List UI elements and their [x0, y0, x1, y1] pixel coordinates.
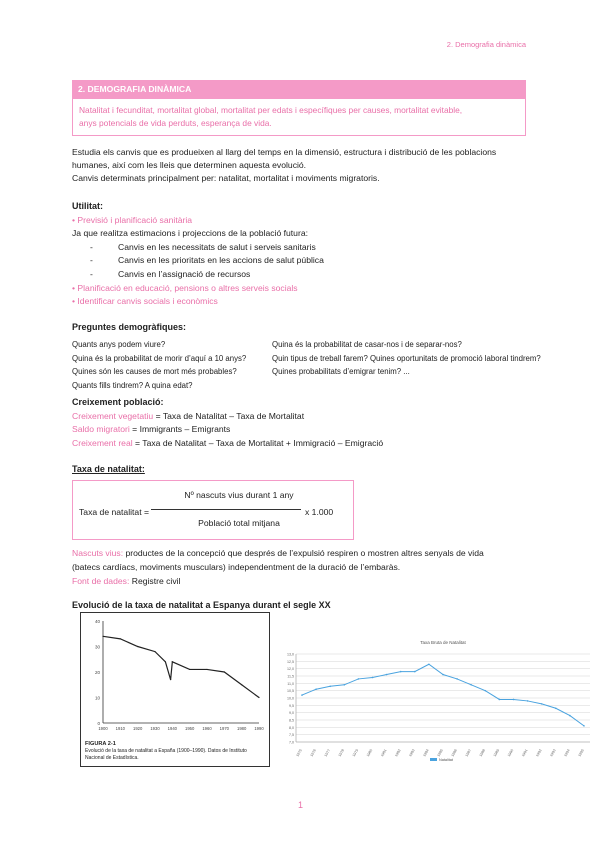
data-point [386, 674, 388, 676]
data-point [137, 646, 138, 647]
x-tick-label: 1980 [365, 748, 374, 758]
y-tick-label: 0 [97, 721, 100, 726]
x-tick-label: 1940 [167, 726, 177, 731]
data-point [541, 703, 543, 705]
y-tick-label: 10 [94, 695, 100, 701]
utilitat-bullet-3: • Identificar canvis socials i econòmics [72, 296, 218, 307]
chart-right-svg [282, 638, 594, 766]
utilitat-dash-1: - Canvis en les necessitats de salut i serveis sanitaris [72, 241, 528, 255]
x-tick-label: 1990 [506, 748, 515, 758]
data-point [258, 697, 259, 698]
x-tick-label: 1984 [422, 748, 430, 758]
x-tick-label: 1976 [309, 748, 317, 758]
font-dades-line: Font de dades: Registre civil [72, 576, 181, 586]
intro-line-3: Canvis determinats principalment per: natalitat, mortalitat i moviments migratoris. [72, 173, 380, 183]
pregunta-left-4: Quants fills tindrem? A quina edat? [72, 380, 193, 390]
y-tick-label: 10,0 [287, 696, 294, 701]
data-point [442, 674, 444, 676]
y-tick-label: 40 [94, 619, 100, 624]
figure-caption-label: FIGURA 2-1 [85, 741, 116, 747]
data-point [189, 669, 190, 670]
formula-denominator: Població total mitjana [198, 518, 280, 528]
x-tick-label: 1910 [115, 726, 125, 731]
subtitle-line-1: Natalitat i fecunditat, mortalitat global, mortalitat per edats i específiques per causes, mortalitat evitable, [79, 105, 463, 115]
x-tick-label: 1960 [202, 726, 212, 731]
formula-numerator: Nº nascuts vius durant 1 any [184, 490, 294, 500]
data-point [456, 678, 458, 680]
x-tick-label: 1994 [563, 748, 571, 758]
x-tick-label: 1979 [351, 748, 360, 758]
x-tick-label: 1900 [98, 726, 108, 731]
evolucio-heading: Evolució de la taxa de natalitat a Espanya durant el segle XX [72, 600, 331, 610]
creixement-heading: Creixement població: [72, 397, 164, 407]
x-tick-label: 1978 [337, 748, 346, 758]
x-tick-label: 1993 [549, 748, 557, 758]
data-point [154, 651, 155, 652]
creixement-row-1: Creixement vegetatiu = Taxa de Natalitat – Taxa de Mortalitat [72, 410, 305, 421]
legend-label: Natalitat [439, 758, 453, 762]
creixement-row-3: Creixement real = Taxa de Natalitat – Taxa de Mortalitat + Immigració – Emigració [72, 437, 384, 448]
y-tick-label: 20 [94, 670, 100, 675]
figure-left [80, 612, 270, 767]
y-tick-label: 11,5 [287, 674, 294, 679]
utilitat-heading: Utilitat: [72, 201, 103, 211]
formula-multiplier: x 1.000 [305, 507, 334, 517]
data-point [569, 715, 571, 717]
natalitat-heading: Taxa de natalitat: [72, 464, 145, 474]
natalitat-formula-box [72, 480, 354, 540]
x-tick-label: 1970 [219, 726, 229, 731]
data-point [301, 694, 303, 696]
utilitat-bullet-1-sub: Ja que realitza estimacions i projeccions de la població futura: [72, 228, 308, 239]
data-point [120, 638, 121, 639]
x-tick-label: 1987 [464, 748, 473, 758]
x-tick-label: 1980 [237, 726, 247, 731]
x-tick-label: 1992 [535, 748, 543, 758]
y-tick-label: 9,5 [289, 703, 294, 708]
x-tick-label: 1981 [380, 748, 388, 758]
dash-mark: - [90, 268, 93, 279]
y-tick-label: 12,5 [287, 659, 294, 664]
data-point [172, 661, 173, 662]
intro-line-2: humanes, així com les lleis que determinen aquesta evolució. [72, 160, 307, 170]
x-tick-label: 1989 [492, 748, 501, 758]
x-tick-label: 1988 [478, 748, 487, 758]
nascuts-line-1: Nascuts vius: productes de la concepció que després de l’expulsió respiren o mostren altres senyals de vida [72, 548, 484, 558]
data-point [224, 671, 225, 672]
section-subtitle-box [72, 98, 526, 136]
x-tick-label: 1990 [254, 726, 264, 731]
x-tick-label: 1995 [577, 748, 585, 758]
intro-line-1: Estudia els canvis que es produeixen al llarg del temps en la dimensió, estructura i distribució de les poblacions [72, 147, 497, 157]
utilitat-section [72, 200, 528, 309]
chart-title: Taxa Bruta de Natalitat [420, 640, 466, 645]
data-point [555, 707, 557, 709]
pregunta-right-2: Quin tipus de treball farem? Quines oportunitats de promoció laboral tindrem? [272, 353, 541, 363]
y-tick-label: 30 [94, 644, 100, 650]
creixement-row-2: Saldo migratori = Immigrants – Emigrants [72, 424, 231, 435]
y-tick-label: 8,5 [289, 718, 294, 723]
pregunta-right-1: Quina és la probabilitat de casar-nos i de separar-nos? [272, 340, 462, 349]
data-point [372, 677, 374, 679]
utilitat-bullet-2: • Planificació en educació, pensions o altres serveis socials [72, 282, 298, 293]
data-point [241, 684, 242, 685]
x-tick-label: 1930 [150, 726, 160, 731]
utilitat-dash-2: - Canvis en les prioritats en les accions de salut pública [72, 254, 528, 268]
y-tick-label: 7,0 [289, 740, 294, 745]
preguntes-left-column [72, 338, 272, 392]
data-point [344, 684, 346, 686]
data-point [414, 671, 416, 673]
dash-mark: - [90, 241, 93, 252]
data-point [170, 679, 171, 680]
figure-caption-text: Evolució de la taxa de natalitat a España (1900–1990). Datos de Instituto [85, 748, 247, 754]
pregunta-left-2: Quina és la probabilitat de morir d’aquí a 10 anys? [72, 353, 247, 363]
pregunta-left-3: Quines són les causes de mort més probables? [72, 367, 237, 377]
data-point [358, 678, 360, 680]
data-point [102, 636, 103, 637]
nascuts-section [72, 546, 528, 588]
fraction-line [151, 509, 301, 510]
data-point [315, 688, 317, 690]
data-point [470, 684, 472, 686]
data-point [165, 661, 166, 662]
x-tick-label: 1950 [185, 726, 195, 731]
creixement-section [72, 396, 528, 450]
data-point [527, 700, 529, 702]
x-tick-label: 1975 [295, 748, 303, 758]
x-tick-label: 1991 [521, 748, 529, 758]
nascuts-line-2: (batecs cardíacs, moviments musculars) independentment de la duració de l’embaràs. [72, 562, 401, 572]
utilitat-dash-3: - Canvis en l’assignació de recursos [72, 268, 528, 282]
x-tick-label: 1982 [394, 748, 402, 758]
y-tick-label: 10,5 [287, 689, 294, 694]
series-line [103, 636, 259, 697]
legend-swatch [430, 758, 437, 761]
section-title-bar: 2. DEMOGRAFIA DINÀMICA [72, 80, 526, 98]
y-tick-label: 7,5 [289, 733, 294, 738]
series-line [302, 664, 584, 726]
pregunta-left-1: Quants anys podem viure? [72, 340, 166, 349]
data-point [329, 685, 331, 687]
preguntes-heading: Preguntes demogràfiques: [72, 322, 187, 332]
figure-right [282, 638, 594, 766]
pregunta-right-3: Quines probabilitats d’emigrar tenim? ... [272, 367, 410, 377]
data-point [400, 671, 402, 673]
data-point [206, 669, 207, 670]
figure-caption-source: Nacional de Estadística. [85, 755, 139, 761]
subtitle-line-2: anys potencials de vida perduts, esperança de vida. [79, 117, 272, 128]
y-tick-label: 12,0 [287, 667, 294, 672]
intro-paragraph [72, 146, 528, 185]
dash-mark: - [90, 255, 93, 266]
page-number: 1 [298, 800, 304, 810]
data-point [583, 725, 585, 727]
x-tick-label: 1983 [408, 748, 416, 758]
y-tick-label: 13,0 [287, 652, 294, 657]
data-point [428, 663, 430, 665]
x-tick-label: 1985 [436, 748, 444, 758]
x-tick-label: 1977 [323, 748, 332, 758]
x-tick-label: 1920 [133, 726, 143, 731]
formula-left: Taxa de natalitat = [79, 507, 149, 517]
section-header: 2. Demografia dinàmica [446, 40, 526, 49]
utilitat-bullet-1: • Previsió i planificació sanitària [72, 214, 193, 225]
data-point [485, 690, 487, 692]
y-tick-label: 8,0 [289, 725, 294, 730]
y-tick-label: 9,0 [289, 711, 294, 716]
data-point [499, 699, 501, 701]
y-tick-label: 11,0 [287, 681, 294, 686]
x-tick-label: 1986 [450, 748, 458, 758]
preguntes-right-column [272, 338, 572, 379]
data-point [513, 699, 515, 701]
